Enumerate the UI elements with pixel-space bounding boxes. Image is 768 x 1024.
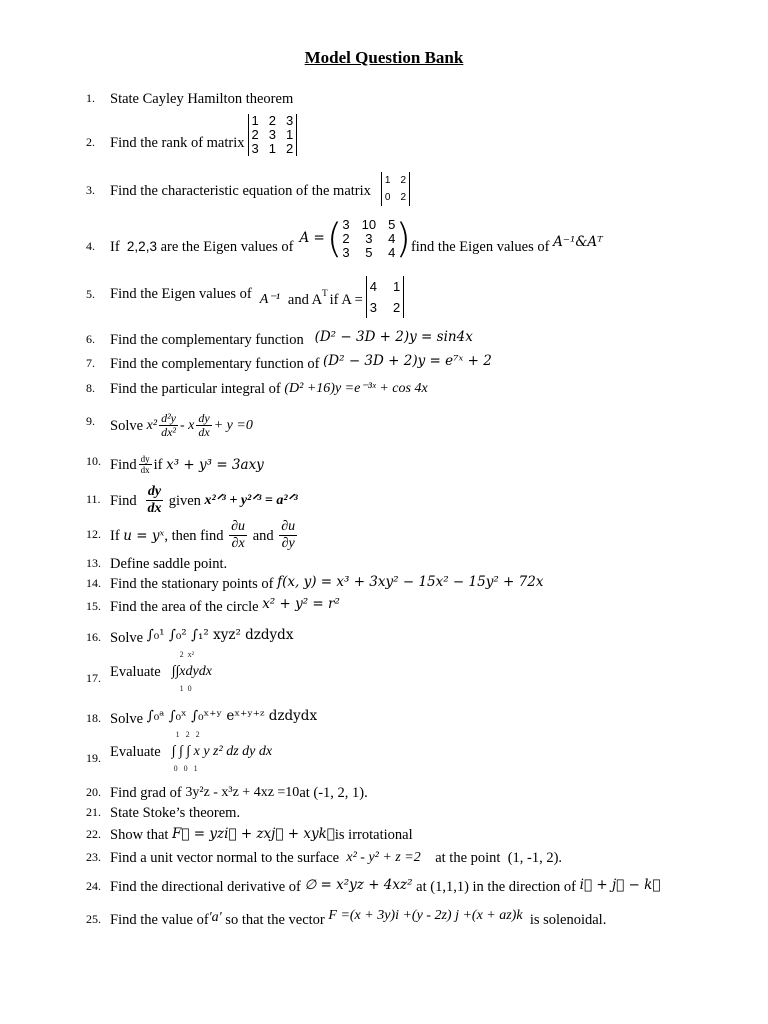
question-text: Find a unit vector normal to the surface [110, 850, 340, 866]
question-20 [0, 782, 768, 802]
fraction-numerator: dy [198, 411, 210, 425]
question-3 [0, 175, 768, 203]
fraction-denominator: dx [140, 465, 150, 475]
question-number: 4. [86, 239, 95, 253]
math-expression: F⃗ = yzi⃗ + zxj⃗ + xyk⃗ [172, 826, 335, 842]
matrix-cell: 4 [369, 279, 378, 294]
question-text: at (-1, 2, 1). [299, 785, 368, 801]
question-text: Find the rank of matrix [110, 135, 245, 151]
question-24 [0, 876, 768, 896]
question-text: is solenoidal. [529, 912, 607, 928]
fraction-denominator: dx [147, 501, 162, 516]
matrix-cell: 4 [388, 231, 396, 246]
fraction-denominator: ∂y [281, 536, 295, 551]
question-text: are the Eigen values of [160, 239, 294, 255]
matrix-cell: 2 [342, 231, 350, 246]
question-number: 8. [86, 381, 95, 395]
math-expression: i⃗ + j⃗ − k⃗ [579, 877, 661, 893]
question-text: and A [287, 292, 323, 308]
math-expression: ∫∫xdydx [171, 664, 212, 679]
question-number: 3. [86, 183, 95, 197]
question-14 [0, 573, 768, 593]
fraction-denominator: dx [198, 425, 210, 439]
question-25 [0, 909, 768, 929]
question-text: Find the directional derivative of [110, 879, 301, 895]
question-number: 7. [86, 356, 95, 370]
question-text: at (1,1,1) in the direction of [416, 879, 577, 895]
question-number: 13. [86, 556, 101, 570]
question-text: Find the complementary function [110, 332, 304, 348]
question-text: State Stoke’s theorem. [110, 805, 241, 821]
question-text: if [153, 456, 163, 473]
question-number: 15. [86, 599, 101, 613]
question-text: Find the particular integral of [110, 381, 281, 397]
fraction-numerator: dy [140, 454, 150, 464]
eigen-values: 2,2,3 [126, 239, 157, 254]
question-text: Define saddle point. [110, 556, 228, 572]
math-expression: x² [146, 417, 158, 433]
right-paren: ) [395, 216, 411, 262]
integral-upper-limits: 2 x² [179, 650, 195, 659]
math-expression: x²ᐟ³ + y²ᐟ³ = a²ᐟ³ [204, 492, 298, 508]
math-expression: ∫₀¹ ∫₀² ∫₁² xyz² dzdydx [146, 627, 294, 643]
left-paren: ( [326, 216, 343, 262]
question-8 [0, 378, 768, 398]
math-expression: (D² − 3D + 2)y = e⁷ˣ + 2 [323, 353, 492, 369]
question-text: so that the vector [225, 912, 325, 928]
matrix-cell: 2 [285, 141, 294, 156]
math-expression: 3y²z - x³z + 4xz =10 [185, 785, 300, 800]
matrix-cell: 3 [268, 127, 276, 142]
question-text: Find the value of [110, 912, 209, 928]
question-text: Find [110, 492, 137, 509]
question-text: if A = [329, 292, 363, 308]
eigen-matrix-2 [366, 276, 404, 318]
matrix-cell: 2 [393, 300, 401, 315]
partial-derivative-x [229, 519, 247, 552]
question-23 [0, 847, 768, 867]
question-text: If [110, 239, 120, 255]
question-4 [0, 216, 768, 262]
first-derivative [196, 412, 211, 439]
question-15 [0, 596, 768, 616]
eigen-matrix [342, 218, 395, 260]
rank-matrix [248, 114, 298, 156]
question-21 [0, 802, 768, 822]
math-expression: u = yˣ [123, 527, 165, 544]
question-number: 1. [86, 91, 95, 105]
integral-upper-limits: 1 2 2 [175, 730, 200, 739]
matrix-cell: 5 [388, 217, 396, 232]
question-text: find the Eigen values of [410, 239, 550, 255]
question-7 [0, 353, 768, 373]
derivative-fraction [139, 454, 152, 475]
question-text: Solve [110, 711, 144, 727]
question-number: 14. [86, 576, 101, 590]
fraction-denominator: dx² [161, 425, 177, 439]
question-number: 10. [86, 454, 101, 468]
vector-field-expression: F =(x + 3y)i +(y - 2z) j +(x + az)k [328, 908, 523, 923]
question-number: 24. [86, 879, 101, 893]
math-expression: ∅ = x²yz + 4xz² [304, 877, 413, 893]
question-number: 11. [86, 492, 101, 506]
math-expression: f(x, y) = x³ + 3xy² − 15x² − 15y² + 72x [277, 574, 544, 590]
question-text: Find the complementary function of [110, 356, 320, 372]
math-expression: - x [180, 417, 195, 433]
matrix-cell: 10 [361, 217, 377, 232]
matrix-cell: 2 [268, 113, 276, 128]
question-text: Find [110, 456, 137, 473]
question-number: 5. [86, 287, 95, 301]
question-19 [0, 730, 768, 773]
matrix-cell: 1 [384, 175, 391, 186]
integral-lower-limits: 0 0 1 [173, 764, 198, 773]
question-18 [0, 708, 768, 728]
matrix-cell: 2 [251, 127, 259, 142]
matrix-cell: 4 [388, 245, 396, 260]
math-expression: A⁻¹&Aᵀ [553, 234, 603, 250]
math-expression: (D² +16)y =e⁻³ˣ + cos 4x [284, 381, 428, 396]
question-number: 12. [86, 527, 101, 541]
question-text: Solve [110, 417, 144, 434]
matrix-cell: 2 [400, 175, 407, 186]
question-5 [0, 279, 768, 315]
triple-integral [172, 726, 272, 778]
question-text: Evaluate [110, 664, 161, 680]
matrix-cell: 1 [251, 113, 259, 128]
matrix-cell: 3 [365, 231, 373, 246]
fraction-numerator: dy [147, 484, 162, 499]
math-expression: A⁻¹ [259, 292, 280, 307]
question-text: Find the area of the circle [110, 599, 259, 615]
matrix-cell: 3 [369, 300, 378, 315]
question-22 [0, 824, 768, 844]
question-16 [0, 627, 768, 647]
question-number: 20. [86, 785, 101, 799]
math-expression: x² - y² + z =2 [346, 850, 421, 865]
question-1 [0, 88, 768, 108]
question-number: 17. [86, 671, 101, 685]
question-text: is irrotational [334, 827, 413, 843]
question-2 [0, 113, 768, 156]
matrix-cell: 0 [384, 192, 391, 203]
question-text: Find the characteristic equation of the matrix [110, 183, 371, 199]
matrix-cell: 3 [342, 245, 350, 260]
fraction-numerator: d²y [161, 411, 177, 425]
question-6 [0, 329, 768, 349]
matrix-cell: 3 [251, 141, 259, 156]
question-13 [0, 553, 768, 573]
question-number: 18. [86, 711, 101, 725]
question-text: Find the stationary points of [110, 576, 274, 592]
question-number: 22. [86, 827, 101, 841]
math-expression: ∫₀ᵃ ∫₀ˣ ∫₀ˣ⁺ʸ eˣ⁺ʸ⁺ᶻ dzdydx [146, 708, 318, 724]
question-12 [0, 519, 768, 551]
question-number: 9. [86, 414, 95, 428]
question-text: Find grad of [110, 785, 182, 801]
matrix-cell: 1 [393, 279, 401, 294]
question-text: State Cayley Hamilton theorem [110, 91, 294, 107]
question-number: 25. [86, 912, 101, 926]
question-text: given [168, 492, 201, 509]
page-title: Model Question Bank [304, 48, 464, 67]
matrix-cell: 1 [285, 127, 294, 142]
matrix-cell: 5 [365, 245, 373, 260]
question-text: , then find [164, 527, 224, 544]
question-text: and [252, 527, 274, 544]
question-text: Find the Eigen values of [110, 286, 252, 302]
integral-lower-limits: 1 0 [179, 684, 192, 693]
question-11 [0, 484, 768, 516]
math-expression: x² + y² = r² [262, 596, 340, 612]
question-number: 16. [86, 630, 101, 644]
question-number: 21. [86, 805, 101, 819]
math-expression: 'a' [208, 910, 222, 925]
superscript: T [322, 288, 328, 298]
fraction-numerator: ∂u [231, 519, 246, 534]
question-text: Show that [110, 827, 169, 843]
question-number: 19. [86, 751, 101, 765]
question-text: Evaluate [110, 744, 161, 760]
matrix-cell: 3 [342, 217, 350, 232]
fraction-denominator: ∂x [231, 536, 245, 551]
question-number: 2. [86, 135, 95, 149]
math-expression: (D² − 3D + 2)y = sin4x [314, 329, 473, 345]
second-derivative [159, 412, 178, 439]
matrix-cell: 2 [400, 192, 407, 203]
matrix-cell: 1 [268, 141, 276, 156]
derivative-fraction [146, 484, 163, 517]
question-number: 6. [86, 332, 95, 346]
math-expression: ∫ ∫ ∫ x y z² dz dy dx [171, 744, 273, 759]
partial-derivative-y [279, 519, 297, 552]
math-expression: + y =0 [213, 417, 253, 433]
math-expression: x³ + y³ = 3axy [166, 456, 264, 473]
char-matrix [381, 172, 410, 206]
question-10 [0, 451, 768, 475]
fraction-numerator: ∂u [281, 519, 296, 534]
question-number: 23. [86, 850, 101, 864]
question-17 [0, 650, 768, 693]
matrix-label: A = [299, 230, 325, 246]
question-text: Solve [110, 630, 144, 646]
question-text: at the point (1, -1, 2). [435, 850, 563, 866]
double-integral [172, 646, 212, 698]
matrix-cell: 3 [285, 113, 294, 128]
question-text: If [110, 527, 120, 544]
question-9 [0, 411, 768, 439]
